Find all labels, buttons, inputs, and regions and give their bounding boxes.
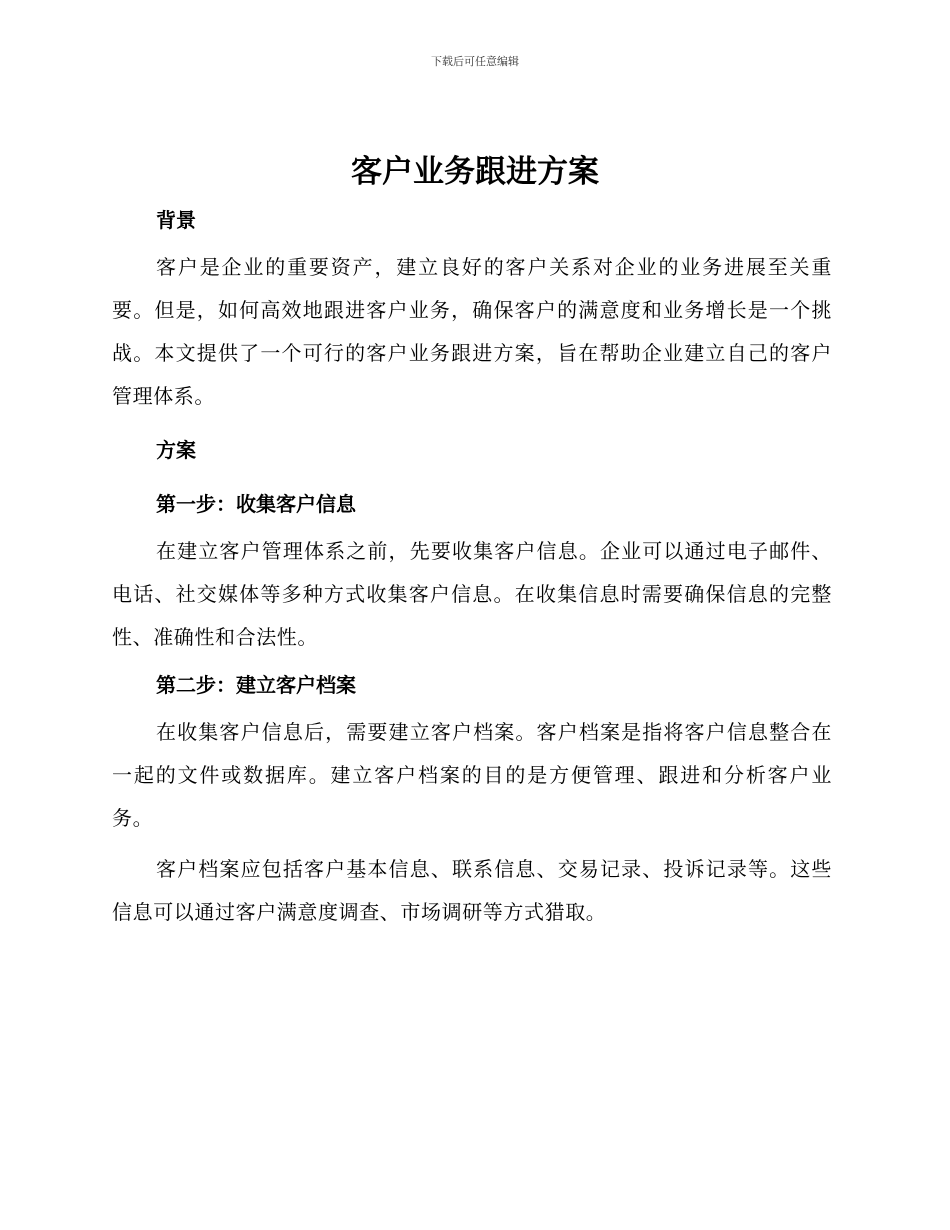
- page-header-note: 下载后可任意编辑: [431, 55, 519, 68]
- document-body: [112, 202, 832, 934]
- document-title: 客户业务跟进方案: [351, 154, 599, 190]
- section-heading-background: 背景: [156, 208, 196, 232]
- paragraph-step-two-a: 在收集客户信息后，需要建立客户档案。客户档案是指将客户信息整合在一起的文件或数据库。建立客户档案的目的是方便管理、跟进和分析客户业务。: [112, 720, 832, 830]
- paragraph-background: 客户是企业的重要资产，建立良好的客户关系对企业的业务进展至关重要。但是，如何高效地跟进客户业务，确保客户的满意度和业务增长是一个挑战。本文提供了一个可行的客户业务跟进方案，旨在帮助企业建立自己的客户管理体系。: [112, 255, 832, 408]
- paragraph-step-one: 在建立客户管理体系之前，先要收集客户信息。企业可以通过电子邮件、电话、社交媒体等多种方式收集客户信息。在收集信息时需要确保信息的完整性、准确性和合法性。: [112, 539, 832, 649]
- section-heading-step-one: 第一步：收集客户信息: [156, 492, 356, 516]
- paragraph-step-two-b: 客户档案应包括客户基本信息、联系信息、交易记录、投诉记录等。这些信息可以通过客户满意度调查、市场调研等方式猎取。: [112, 857, 832, 924]
- section-heading-step-two: 第二步：建立客户档案: [156, 673, 356, 697]
- section-heading-plan: 方案: [156, 438, 196, 462]
